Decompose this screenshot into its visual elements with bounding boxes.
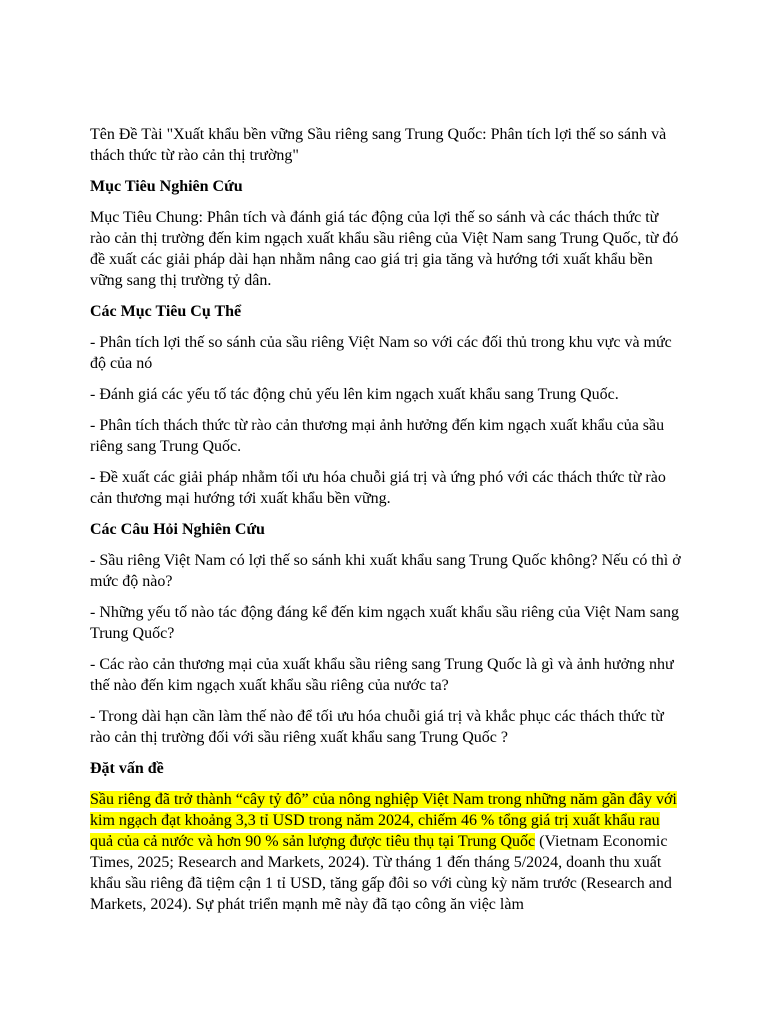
thesis-title: Tên Đề Tài "Xuất khẩu bền vững Sầu riêng sang Trung Quốc: Phân tích lợi thế so sánh và thách thức từ rào cản thị trường" — [90, 126, 667, 164]
research-question-item: - Trong dài hạn cần làm thế nào để tối ưu hóa chuỗi giá trị và khắc phục các thách thức từ rào cản thị trường đối với sầu riêng xuất khẩu sang Trung Quốc ? — [90, 708, 664, 746]
research-question-item: - Các rào cản thương mại của xuất khẩu sầu riêng sang Trung Quốc là gì và ảnh hưởng như thế nào đến kim ngạch xuất khẩu sầu riêng của nước ta? — [90, 656, 674, 694]
highlighted-text: Sầu riêng đã trở thành “cây tỷ đô” của nông nghiệp Việt Nam trong những năm gần đây với kim ngạch đạt khoảng 3,3 tỉ USD trong năm 2024, chiếm 46 % tổng giá trị xuất khẩu rau quả của cả nước và hơn 90 % sản lượng được tiêu thụ tại Trung Quốc — [90, 791, 677, 850]
research-questions-heading: Các Câu Hỏi Nghiên Cứu — [90, 521, 265, 538]
document-page — [90, 124, 682, 925]
paragraph-continuation: (Vietnam Economic Times, 2025; Research and Markets, 2024). Từ tháng 1 đến tháng 5/2024, doanh thu xuất khẩu sầu riêng đã tiệm cận 1 tỉ USD, tăng gấp đôi so với cùng kỳ năm trước (Research and Markets, 2024). Sự phát triển mạnh mẽ này đã tạo công ăn việc làm — [90, 833, 672, 913]
research-question-item: - Sầu riêng Việt Nam có lợi thế so sánh khi xuất khẩu sang Trung Quốc không? Nếu có thì ở mức độ nào? — [90, 552, 681, 590]
specific-objective-item: - Phân tích thách thức từ rào cản thương mại ảnh hưởng đến kim ngạch xuất khẩu của sầu riêng sang Trung Quốc. — [90, 417, 665, 455]
specific-objective-item: - Phân tích lợi thế so sánh của sầu riêng Việt Nam so với các đối thủ trong khu vực và mức độ của nó — [90, 334, 672, 372]
specific-objective-item: - Đề xuất các giải pháp nhằm tối ưu hóa chuỗi giá trị và ứng phó với các thách thức từ rào cản thương mại hướng tới xuất khẩu bền vững. — [90, 469, 666, 507]
research-question-item: - Những yếu tố nào tác động đáng kể đến kim ngạch xuất khẩu sầu riêng của Việt Nam sang Trung Quốc? — [90, 604, 680, 642]
specific-objective-item: - Đánh giá các yếu tố tác động chủ yếu lên kim ngạch xuất khẩu sang Trung Quốc. — [90, 386, 619, 403]
problem-statement-paragraph — [90, 789, 682, 915]
problem-statement-heading: Đặt vấn đề — [90, 760, 164, 777]
specific-objectives-heading: Các Mục Tiêu Cụ Thể — [90, 303, 242, 320]
objectives-heading: Mục Tiêu Nghiên Cứu — [90, 178, 243, 195]
general-objective: Mục Tiêu Chung: Phân tích và đánh giá tác động của lợi thế so sánh và các thách thức từ rào cản thị trường đến kim ngạch xuất khẩu sầu riêng của Việt Nam sang Trung Quốc, từ đó đề xuất các giải pháp dài hạn nhằm nâng cao giá trị gia tăng và hướng tới xuất khẩu bền vững sang thị trường tỷ dân. — [90, 209, 679, 289]
